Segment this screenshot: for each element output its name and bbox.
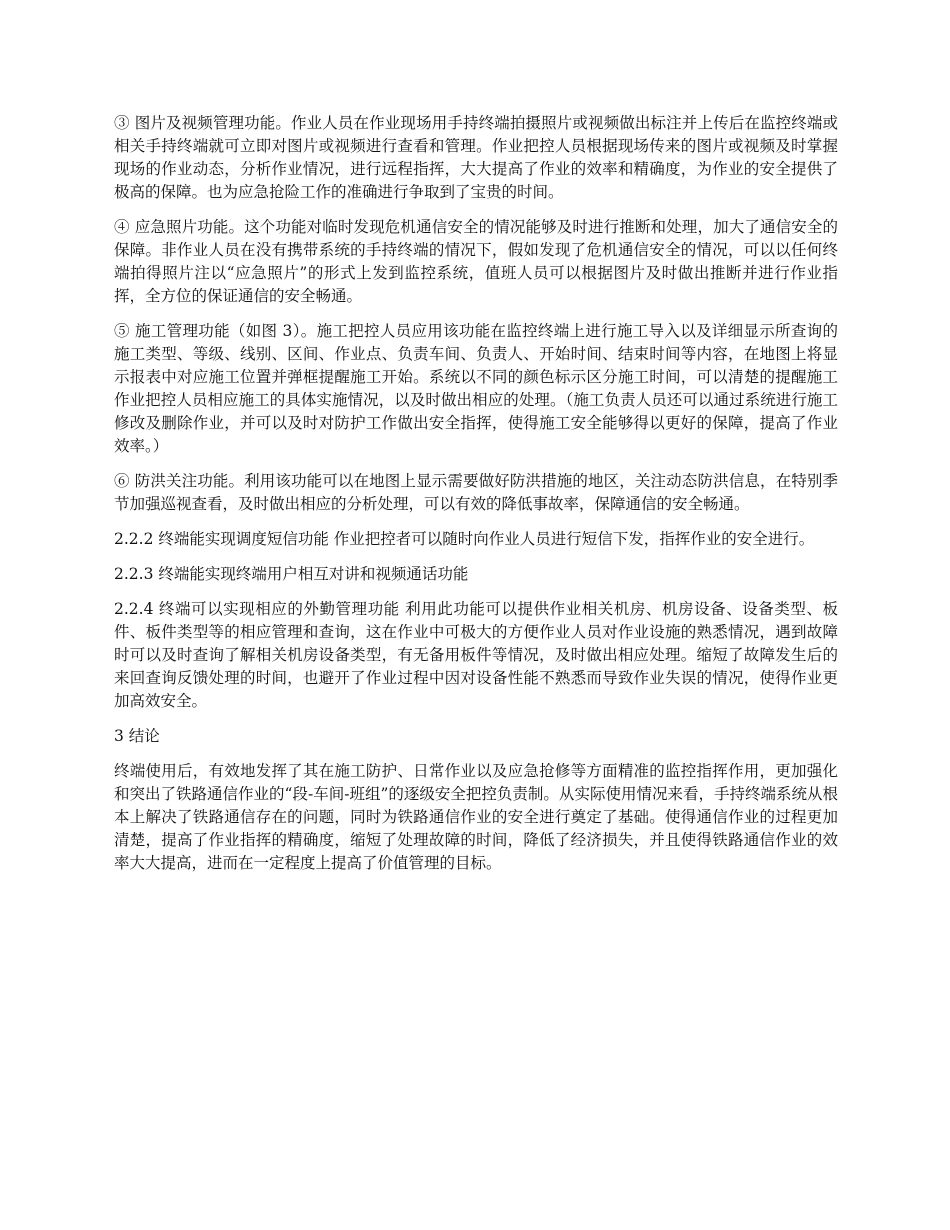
section-2-2-2 xyxy=(114,528,838,551)
section-number: 2.2.3 xyxy=(114,565,154,583)
paragraph-text: ⑥ 防洪关注功能。利用该功能可以在地图上显示需要做好防洪措施的地区，关注动态防洪信息，在特别季节加强巡视查看，及时做出相应的分析处理，可以有效的降低事故率，保障通信的安全畅通。 xyxy=(114,472,838,513)
paragraph-image-video-function xyxy=(114,112,838,204)
section-2-2-4 xyxy=(114,598,838,713)
paragraph-text: 终端能实现终端用户相互对讲和视频通话功能 xyxy=(153,565,469,583)
paragraph-construction-management-function xyxy=(114,320,838,458)
paragraph-flood-monitoring-function xyxy=(114,470,838,516)
paragraph-text: ⑤ 施工管理功能（如图 3）。施工把控人员应用该功能在监控终端上进行施工导入以及详细显示所查询的施工类型、等级、线别、区间、作业点、负责车间、负责人、开始时间、结束时间等内容，在地图上将显示报表中对应施工位置并弹框提醒施工开始。系统以不同的颜色标示区分施工时间，可以清楚的提醒施工作业把控人员相应施工的具体实施情况，以及时做出相应的处理。（施工负责人员还可以通过系统进行施工修改及删除作业，并可以及时对防护工作做出安全指挥，使得施工安全能够得以更好的保障，提高了作业效率。） xyxy=(114,322,838,455)
section-2-2-3 xyxy=(114,563,838,586)
paragraph-text: ③ 图片及视频管理功能。作业人员在作业现场用手持终端拍摄照片或视频做出标注并上传后在监控终端或相关手持终端就可立即对图片或视频进行查看和管理。作业把控人员根据现场传来的图片或视频及时掌握现场的作业动态，分析作业情况，进行远程指挥，大大提高了作业的效率和精确度，为作业的安全提供了极高的保障。也为应急抢险工作的准确进行争取到了宝贵的时间。 xyxy=(114,114,838,201)
section-number: 2.2.2 xyxy=(114,530,154,548)
section-number: 2.2.4 xyxy=(114,600,154,618)
paragraph-text: 终端能实现调度短信功能 作业把控者可以随时向作业人员进行短信下发，指挥作业的安全进行。 xyxy=(153,530,815,548)
paragraph-conclusion xyxy=(114,760,838,875)
paragraph-text: ④ 应急照片功能。这个功能对临时发现危机通信安全的情况能够及时进行推断和处理，加大了通信安全的保障。非作业人员在没有携带系统的手持终端的情况下，假如发现了危机通信安全的情况，可以以任何终端拍得照片注以“应急照片”的形式上发到监控系统，值班人员可以根据图片及时做出推断并进行作业指挥，全方位的保证通信的安全畅通。 xyxy=(114,218,838,305)
document-body xyxy=(114,112,838,887)
section-title: 3 结论 xyxy=(114,727,160,745)
section-3-heading xyxy=(114,725,838,748)
paragraph-text: 终端可以实现相应的外勤管理功能 利用此功能可以提供作业相关机房、机房设备、设备类型、板件、板件类型等的相应管理和查询，这在作业中可极大的方便作业人员对作业设施的熟悉情况，遇到故障时可以及时查询了解相关机房设备类型，有无备用板件等情况，及时做出相应处理。缩短了故障发生后的来回查询反馈处理的时间，也避开了作业过程中因对设备性能不熟悉而导致作业失误的情况，使得作业更加高效安全。 xyxy=(114,600,838,710)
paragraph-emergency-photo-function xyxy=(114,216,838,308)
paragraph-text: 终端使用后，有效地发挥了其在施工防护、日常作业以及应急抢修等方面精准的监控指挥作用，更加强化和突出了铁路通信作业的“段-车间-班组”的逐级安全把控负责制。从实际使用情况来看，手持终端系统从根本上解决了铁路通信存在的问题，同时为铁路通信作业的安全进行奠定了基础。使得通信作业的过程更加清楚，提高了作业指挥的精确度，缩短了处理故障的时间，降低了经济损失，并且使得铁路通信作业的效率大大提高，进而在一定程度上提高了价值管理的目标。 xyxy=(114,762,838,872)
